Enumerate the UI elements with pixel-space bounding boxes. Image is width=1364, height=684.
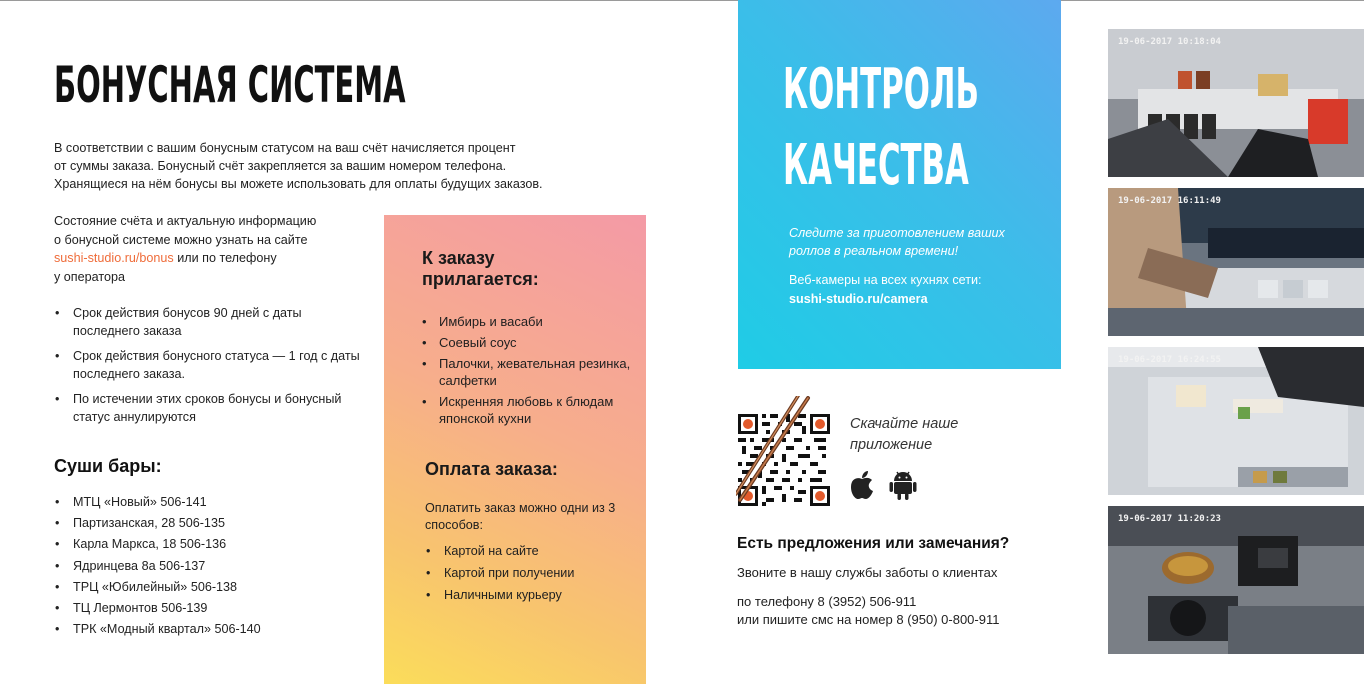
quality-text: Следите за приготовлением ваших роллов в реальном времени!: [789, 226, 1005, 258]
camera-snapshot: [1108, 506, 1364, 654]
bonus-intro-line: Хранящиеся на нём бонусы вы можете использовать для оплаты будущих заказов.: [54, 177, 543, 191]
feedback-title: Есть предложения или замечания?: [737, 535, 1010, 552]
bonus-intro-line: В соответствии с вашим бонусным статусом на ваш счёт начисляется процент: [54, 141, 516, 155]
list-item: • По истечении этих сроков бонусы и бонусный статус аннулируются: [54, 391, 364, 426]
included-list: [422, 313, 642, 431]
bonus-intro: [54, 139, 614, 193]
list-item: • Соевый соус: [422, 334, 642, 351]
list-item: • Наличными курьеру: [425, 587, 635, 604]
quality-title-line: КАЧЕСТВА: [783, 133, 969, 198]
qr-code-icon: [736, 396, 832, 506]
payment-intro: Оплатить заказ можно одни из 3 способов:: [425, 501, 616, 532]
feedback-sms: или пишите смс на номер 8 (950) 0-800-911: [737, 612, 1000, 627]
camera-timestamp: 19-06-2017 16:11:49: [1118, 196, 1221, 206]
quality-title-line: КОНТРОЛЬ: [783, 57, 979, 122]
list-item: • Партизанская, 28 506-135: [54, 513, 261, 534]
sushi-bars-title: Суши бары:: [54, 456, 162, 476]
list-item: • Срок действия бонусов 90 дней с даты последнего заказа: [54, 305, 364, 340]
qr-code[interactable]: [736, 396, 832, 506]
included-title-line: К заказу: [422, 248, 495, 268]
bonus-status-info: [54, 212, 374, 286]
included-title: [422, 248, 539, 290]
bonus-intro-line: от суммы заказа. Бонусный счёт закрепляется за вашим номером телефона.: [54, 159, 507, 173]
status-line: у оператора: [54, 269, 125, 284]
camera-timestamp: 19-06-2017 10:18:04: [1118, 37, 1221, 47]
app-text-line: приложение: [850, 436, 933, 453]
payment-title: Оплата заказа:: [425, 459, 558, 479]
list-item: • Искренняя любовь к блюдам японской кухни: [422, 393, 642, 427]
list-item: • Картой при получении: [425, 565, 635, 582]
camera-snapshot: [1108, 347, 1364, 495]
feedback-phone: по телефону 8 (3952) 506-911: [737, 594, 917, 609]
camera-link[interactable]: sushi-studio.ru/camera: [789, 292, 928, 306]
quality-title: [783, 52, 1014, 204]
payment-list: [425, 543, 635, 609]
sushi-bars-list: [54, 492, 261, 640]
quality-control-panel: [738, 0, 1061, 369]
status-line: [54, 249, 374, 268]
camera-timestamp: 19-06-2017 16:24:55: [1118, 355, 1221, 365]
android-icon[interactable]: [889, 470, 917, 500]
list-item: • ТРЦ «Юбилейный» 506-138: [54, 577, 261, 598]
apple-icon[interactable]: [849, 470, 875, 500]
list-item: • Срок действия бонусного статуса — 1 год с даты последнего заказа.: [54, 348, 364, 383]
camera-snapshot: [1108, 29, 1364, 177]
bonus-link[interactable]: sushi-studio.ru/bonus: [54, 251, 174, 265]
status-after-link: или по телефону: [173, 251, 277, 265]
list-item: • ТЦ Лермонтов 506-139: [54, 598, 261, 619]
status-line: о бонусной системе можно узнать на сайте: [54, 232, 308, 247]
bonus-rules-list: [54, 305, 364, 434]
feedback-contacts: [737, 593, 999, 629]
top-border: [0, 0, 1364, 1]
camera-timestamp: 19-06-2017 11:20:23: [1118, 514, 1221, 524]
webcams-text: Веб-камеры на всех кухнях сети:: [789, 273, 982, 287]
included-title-line: прилагается:: [422, 269, 539, 289]
list-item: • Палочки, жевательная резинка, салфетки: [422, 355, 642, 389]
list-item: • МТЦ «Новый» 506-141: [54, 492, 261, 513]
list-item: • ТРК «Модный квартал» 506-140: [54, 619, 261, 640]
list-item: • Имбирь и васаби: [422, 313, 642, 330]
app-text-line: Скачайте наше: [850, 416, 959, 432]
order-info-panel: [384, 215, 646, 684]
list-item: • Ядринцева 8а 506-137: [54, 556, 261, 577]
list-item: • Картой на сайте: [425, 543, 635, 560]
app-download-text: [850, 414, 1010, 455]
camera-snapshot: [1108, 188, 1364, 336]
list-item: • Карла Маркса, 18 506-136: [54, 534, 261, 555]
status-line: Состояние счёта и актуальную информацию: [54, 214, 317, 228]
bonus-title: БОНУСНАЯ СИСТЕМА: [54, 56, 406, 114]
feedback-text: Звоните в нашу службы заботы о клиентах: [737, 565, 998, 580]
